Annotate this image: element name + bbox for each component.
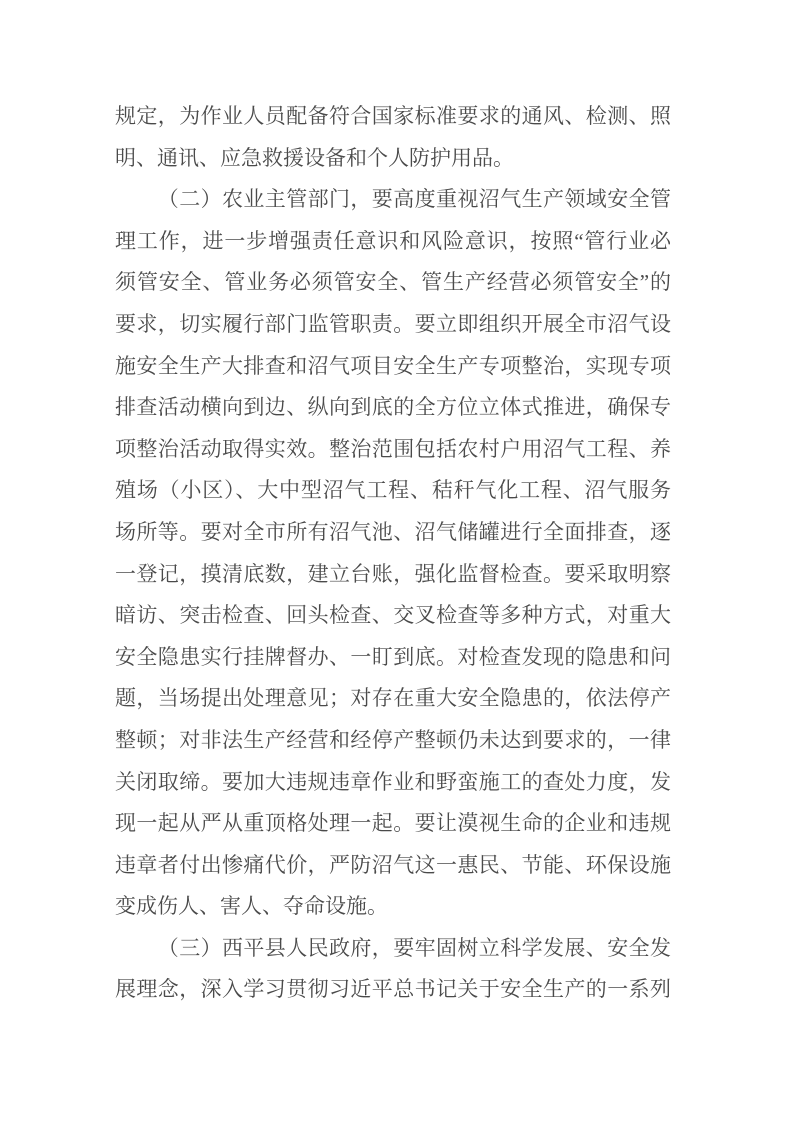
document-body bbox=[115, 96, 671, 1011]
text-line: 要求，切实履行部门监管职责。要立即组织开展全市沼气设 bbox=[115, 311, 671, 336]
text-line: 殖场（小区）、大中型沼气工程、秸秆气化工程、沼气服务 bbox=[115, 478, 671, 503]
text-line: 展理念，深入学习贯彻习近平总书记关于安全生产的一系列 bbox=[115, 977, 671, 1002]
text-line paragraph-start: （二）农业主管部门，要高度重视沼气生产领域安全管 bbox=[157, 187, 671, 212]
text-line: 场所等。要对全市所有沼气池、沼气储罐进行全面排查，逐 bbox=[115, 519, 671, 544]
text-line: 排查活动横向到边、纵向到底的全方位立体式推进，确保专 bbox=[115, 395, 671, 420]
text-line: 违章者付出惨痛代价，严防沼气这一惠民、节能、环保设施 bbox=[115, 852, 671, 877]
text-line: 一登记，摸清底数，建立台账，强化监督检查。要采取明察 bbox=[115, 561, 671, 586]
text-line: 施安全生产大排查和沼气项目安全生产专项整治，实现专项 bbox=[115, 353, 671, 378]
text-line: 题，当场提出处理意见；对存在重大安全隐患的，依法停产 bbox=[115, 686, 671, 711]
text-line: 变成伤人、害人、夺命设施。 bbox=[115, 894, 388, 919]
text-line: 须管安全、管业务必须管安全、管生产经营必须管安全”的 bbox=[115, 270, 671, 295]
text-line: 暗访、突击检查、回头检查、交叉检查等多种方式，对重大 bbox=[115, 603, 671, 628]
text-line paragraph-start: （三）西平县人民政府，要牢固树立科学发展、安全发 bbox=[157, 935, 671, 960]
text-line: 理工作，进一步增强责任意识和风险意识，按照“管行业必 bbox=[115, 228, 671, 253]
text-line: 项整治活动取得实效。整治范围包括农村户用沼气工程、养 bbox=[115, 436, 671, 461]
text-line: 明、通讯、应急救援设备和个人防护用品。 bbox=[115, 145, 514, 170]
text-line: 安全隐患实行挂牌督办、一盯到底。对检查发现的隐患和问 bbox=[115, 644, 671, 669]
text-line: 现一起从严从重顶格处理一起。要让漠视生命的企业和违规 bbox=[115, 811, 671, 836]
text-line: 规定，为作业人员配备符合国家标准要求的通风、检测、照 bbox=[115, 104, 671, 128]
text-line: 关闭取缔。要加大违规违章作业和野蛮施工的查处力度，发 bbox=[115, 769, 671, 794]
text-line: 整顿；对非法生产经营和经停产整顿仍未达到要求的，一律 bbox=[115, 727, 671, 752]
